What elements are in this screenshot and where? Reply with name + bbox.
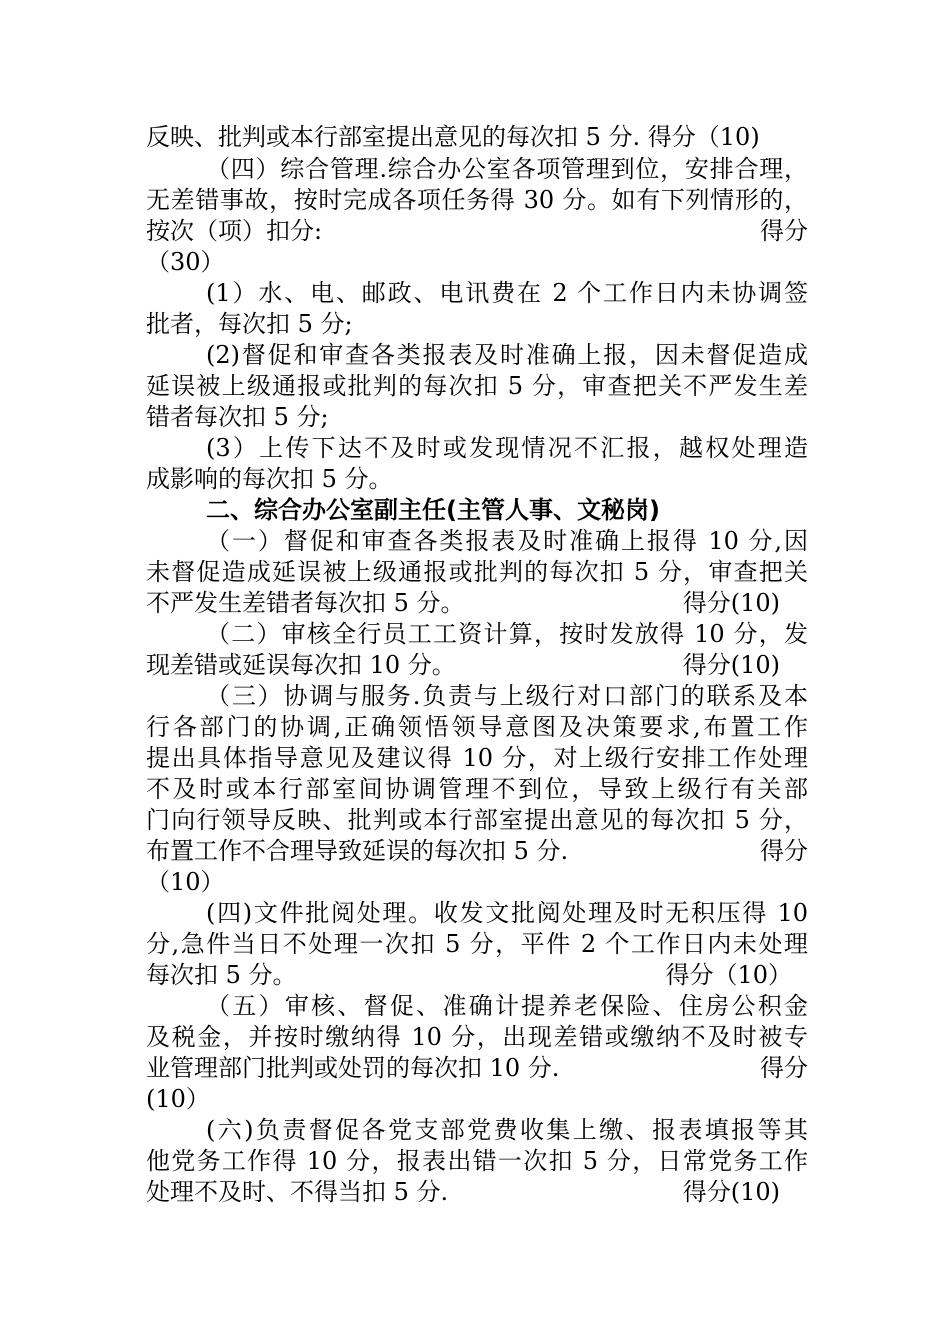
section-heading: 二、综合办公室副主任(主管人事、文秘岗) (206, 496, 660, 524)
score-value: （10） (146, 868, 225, 896)
text-line: (3）上传下达不及时或发现情况不汇报，越权处理造 (206, 434, 808, 462)
text-line (146, 960, 792, 991)
text-line: 行各部门的协调,正确领悟领导意图及决策要求,布置工作 (146, 713, 808, 741)
line-text: 按次（项）扣分: (146, 217, 323, 245)
score-label: 得分(10) (682, 589, 780, 617)
score-label: 得分 (760, 217, 808, 245)
text-line (146, 588, 780, 619)
score-label: 得分 (760, 1054, 808, 1082)
text-line: （三）协调与服务.负责与上级行对口部门的联系及本 (206, 682, 808, 710)
text-line: （五）审核、督促、准确计提养老保险、住房公积金 (206, 992, 808, 1020)
text-line: (2)督促和审查各类报表及时准确上报，因未督促造成 (206, 341, 808, 369)
text-line: 及税金，并按时缴纳得 10 分，出现差错或缴纳不及时被专 (146, 1023, 808, 1051)
text-line: 成影响的每次扣 5 分。 (146, 465, 393, 493)
text-line (146, 1053, 808, 1084)
text-line: (四)文件批阅处理。收发文批阅处理及时无积压得 10 (206, 899, 808, 927)
text-line: (1）水、电、邮政、电讯费在 2 个工作日内未协调签 (206, 279, 808, 307)
score-label: 得分(10) (682, 1178, 780, 1206)
text-line: 门向行领导反映、批判或本行部室提出意见的每次扣 5 分， (146, 806, 808, 834)
text-line: 延误被上级通报或批判的每次扣 5 分，审查把关不严发生差 (146, 372, 808, 400)
line-text: 处理不及时、不得当扣 5 分. (146, 1178, 449, 1206)
line-text: 不严发生差错者每次扣 5 分。 (146, 589, 465, 617)
text-line: （四）综合管理.综合办公室各项管理到位，安排合理， (206, 155, 808, 183)
line-text: 每次扣 5 分。 (146, 961, 297, 989)
line-text: 业管理部门批判或处罚的每次扣 10 分. (146, 1054, 560, 1082)
text-line: 分,急件当日不处理一次扣 5 分，平件 2 个工作日内未处理 (146, 930, 808, 958)
text-line: 未督促造成延误被上级通报或批判的每次扣 5 分，审查把关 (146, 558, 808, 586)
text-line: 无差错事故，按时完成各项任务得 30 分。如有下列情形的， (146, 186, 808, 214)
text-line: 他党务工作得 10 分，报表出错一次扣 5 分，日常党务工作 (146, 1147, 808, 1175)
text-line: 批者，每次扣 5 分; (146, 310, 353, 338)
text-line: （一）督促和审查各类报表及时准确上报得 10 分,因 (206, 527, 808, 555)
line-text: 布置工作不合理导致延误的每次扣 5 分. (146, 837, 569, 865)
score-value: (10） (146, 1085, 210, 1113)
text-line: (六)负责督促各党支部党费收集上缴、报表填报等其 (206, 1116, 808, 1144)
line-text: 现差错或延误每次扣 10 分。 (146, 651, 456, 679)
text-line: 错者每次扣 5 分; (146, 403, 329, 431)
text-line (146, 1177, 780, 1208)
score-label: 得分(10) (682, 651, 780, 679)
text-line: 不及时或本行部室间协调管理不到位，导致上级行有关部 (146, 775, 808, 803)
text-line: （二）审核全行员工工资计算，按时发放得 10 分，发 (206, 620, 808, 648)
score-label: 得分 (760, 837, 808, 865)
text-line: 提出具体指导意见及建议得 10 分，对上级行安排工作处理 (146, 744, 808, 772)
text-line: 反映、批判或本行部室提出意见的每次扣 5 分. 得分（10) (146, 123, 760, 151)
text-line (146, 836, 808, 867)
score-value: （30） (146, 248, 225, 276)
text-line (146, 216, 808, 247)
text-line (146, 650, 780, 681)
score-label: 得分（10） (665, 961, 792, 989)
